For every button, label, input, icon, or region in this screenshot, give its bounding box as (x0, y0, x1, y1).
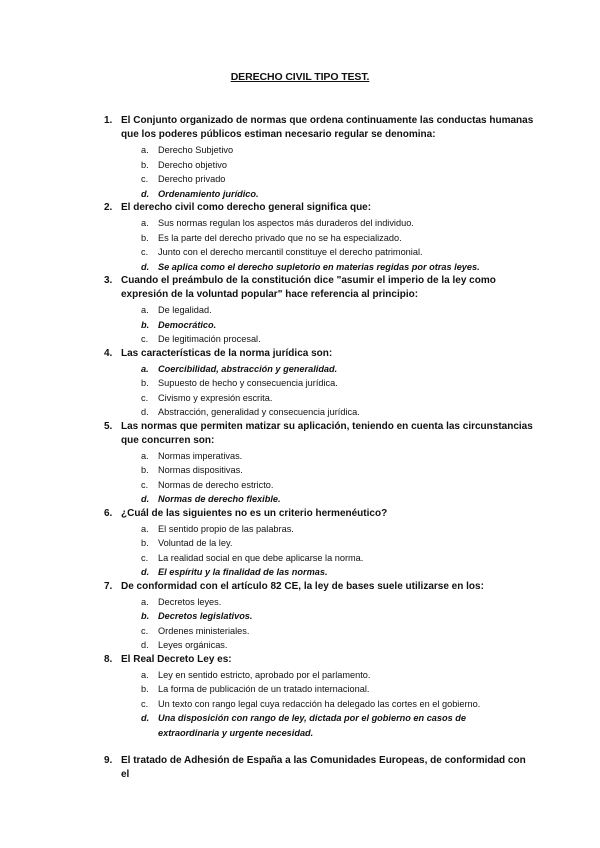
option-text: Democrático. (158, 319, 217, 330)
option-text: Sus normas regulan los aspectos más duraderos del individuo. (158, 218, 414, 228)
option-letter: c. (141, 552, 149, 563)
option-text: Una disposición con rango de ley, dictada por el gobierno en casos de extraordinaria y urgente necesidad. (158, 713, 467, 738)
option-letter: c. (141, 174, 149, 184)
option-letter: d. (141, 494, 150, 504)
option-text: Se aplica como el derecho supletorio en materias regidas por otras leyes. (158, 261, 480, 272)
question-number: 8. (104, 653, 113, 665)
question-text: El Real Decreto Ley es: (121, 653, 232, 665)
answer-option (0, 522, 521, 537)
answer-option (0, 449, 521, 464)
option-letter: a. (141, 596, 149, 607)
option-text: Ley en sentido estricto, aprobado por el parlamento. (158, 669, 371, 680)
option-text: El sentido propio de las palabras. (158, 523, 294, 534)
page-title: DERECHO CIVIL TIPO TEST. (230, 71, 370, 83)
option-text: Decretos legislativos. (158, 611, 253, 621)
option-letter: b. (141, 378, 149, 388)
option-text: Normas dispositivas. (158, 465, 243, 475)
option-letter: d. (141, 407, 149, 417)
question-5 (0, 420, 600, 507)
question-text: Las normas que permiten matizar su aplicación, teniendo en cuenta las circunstancias que concurren son: (121, 420, 533, 446)
answer-option (0, 405, 521, 420)
question-heading (0, 754, 534, 782)
answer-option (0, 231, 521, 246)
option-text: Supuesto de hecho y consecuencia jurídica. (158, 378, 338, 388)
option-text: Junto con el derecho mercantil constituye el derecho patrimonial. (158, 247, 423, 257)
option-text: Normas imperativas. (158, 450, 243, 461)
option-letter: c. (141, 698, 149, 709)
option-letter: a. (141, 305, 149, 315)
option-text: Coercibilidad, abstracción y generalidad. (158, 363, 338, 374)
option-letter: a. (141, 523, 149, 534)
option-letter: c. (141, 334, 149, 344)
question-heading (0, 274, 534, 302)
question-8 (0, 653, 600, 741)
option-letter: d. (141, 261, 150, 272)
answer-option (0, 595, 521, 610)
question-3 (0, 274, 600, 347)
question-text: Cuando el preámbulo de la constitución dice "asumir el imperio de la ley como expresión de la voluntad popular" hace referencia al principio: (121, 275, 496, 300)
question-text: El derecho civil como derecho general significa que: (121, 202, 372, 213)
option-text: Derecho objetivo (158, 159, 227, 170)
answer-option (0, 478, 521, 493)
answer-option (0, 624, 521, 639)
option-text: De legitimación procesal. (158, 334, 261, 344)
answer-option (0, 143, 521, 158)
question-text: El tratado de Adhesión de España a las Comunidades Europeas, de conformidad con el (121, 755, 526, 780)
option-letter: d. (141, 188, 150, 199)
answer-option (0, 216, 521, 231)
question-heading (0, 580, 534, 594)
option-text: Decretos leyes. (158, 596, 222, 607)
option-letter: b. (141, 684, 149, 694)
option-letter: b. (141, 611, 150, 621)
answer-option-correct (0, 492, 521, 507)
question-heading (0, 507, 534, 521)
answer-option (0, 303, 521, 318)
option-letter: a. (141, 450, 149, 461)
option-text: La realidad social en que debe aplicarse la norma. (158, 552, 364, 563)
option-text: Civismo y expresión escrita. (158, 392, 273, 403)
question-number: 6. (104, 507, 113, 519)
option-letter: a. (141, 218, 149, 228)
answer-option (0, 551, 521, 566)
option-letter: d. (141, 640, 149, 650)
option-text: De legalidad. (158, 305, 212, 315)
question-9 (0, 754, 600, 782)
answer-option (0, 391, 521, 406)
answer-option-correct (0, 187, 521, 202)
option-text: Normas de derecho estricto. (158, 479, 274, 490)
options-list (0, 668, 600, 741)
question-2 (0, 201, 600, 274)
options-list (0, 522, 600, 580)
option-text: Derecho privado (158, 174, 226, 184)
option-text: Ordenamiento jurídico. (158, 188, 259, 199)
answer-option (0, 158, 521, 173)
option-letter: a. (141, 363, 149, 374)
question-heading (0, 420, 534, 448)
option-text: Es la parte del derecho privado que no se ha especializado. (158, 232, 402, 243)
option-text: Voluntad de la ley. (158, 538, 233, 548)
option-letter: c. (141, 247, 149, 257)
answer-option (0, 245, 521, 260)
question-text: Las características de la norma jurídica son: (121, 347, 333, 359)
options-list (0, 362, 600, 420)
answer-option-correct (0, 609, 521, 624)
answer-option (0, 682, 521, 697)
option-text: Derecho Subjetivo (158, 145, 234, 155)
options-list (0, 303, 600, 347)
option-letter: c. (141, 479, 149, 490)
answer-option-correct (0, 362, 521, 377)
question-1 (0, 114, 600, 201)
question-heading (0, 114, 534, 142)
option-text: Normas de derecho flexible. (158, 494, 281, 504)
option-letter: b. (141, 465, 149, 475)
option-letter: b. (141, 319, 150, 330)
question-text: ¿Cuál de las siguientes no es un criterio hermenéutico? (121, 507, 388, 519)
answer-option-correct (0, 711, 521, 740)
question-number: 5. (104, 420, 113, 432)
options-list (0, 216, 600, 274)
option-letter: c. (141, 392, 149, 403)
answer-option (0, 463, 521, 478)
option-text: Ordenes ministeriales. (158, 625, 250, 636)
answer-option-correct (0, 318, 521, 333)
options-list (0, 449, 600, 507)
answer-option-correct (0, 565, 521, 580)
answer-option (0, 536, 521, 551)
answer-option (0, 638, 521, 653)
question-heading (0, 653, 534, 667)
option-text: Leyes orgánicas. (158, 640, 228, 650)
option-text: Un texto con rango legal cuya redacción ha delegado las cortes en el gobierno. (158, 698, 481, 709)
question-number: 2. (104, 202, 113, 213)
option-text: La forma de publicación de un tratado internacional. (158, 684, 370, 694)
option-text: El espíritu y la finalidad de las normas. (158, 567, 328, 577)
answer-option (0, 332, 521, 347)
option-letter: c. (141, 625, 149, 636)
option-letter: b. (141, 538, 149, 548)
answer-option (0, 697, 521, 712)
answer-option (0, 172, 521, 187)
option-letter: b. (141, 232, 149, 243)
question-list (0, 114, 600, 782)
question-4 (0, 347, 600, 420)
option-letter: b. (141, 159, 149, 170)
question-text: De conformidad con el artículo 82 CE, la ley de bases suele utilizarse en los: (121, 580, 484, 592)
question-heading (0, 201, 534, 215)
question-number: 3. (104, 275, 113, 286)
question-heading (0, 347, 534, 361)
option-text: Abstracción, generalidad y consecuencia jurídica. (158, 407, 360, 417)
question-number: 4. (104, 347, 113, 359)
question-number: 7. (104, 580, 113, 592)
answer-option (0, 668, 521, 683)
options-list (0, 595, 600, 653)
answer-option (0, 376, 521, 391)
question-number: 9. (104, 755, 113, 766)
option-letter: a. (141, 145, 149, 155)
options-list (0, 143, 600, 201)
option-letter: d. (141, 567, 150, 577)
question-text: El Conjunto organizado de normas que ordena continuamente las conductas humanas que los poderes públicos estiman necesario regular se denomina: (121, 115, 534, 140)
answer-option-correct (0, 260, 521, 275)
option-letter: a. (141, 669, 149, 680)
option-letter: d. (141, 713, 150, 723)
question-6 (0, 507, 600, 580)
question-7 (0, 580, 600, 653)
question-number: 1. (104, 115, 113, 126)
